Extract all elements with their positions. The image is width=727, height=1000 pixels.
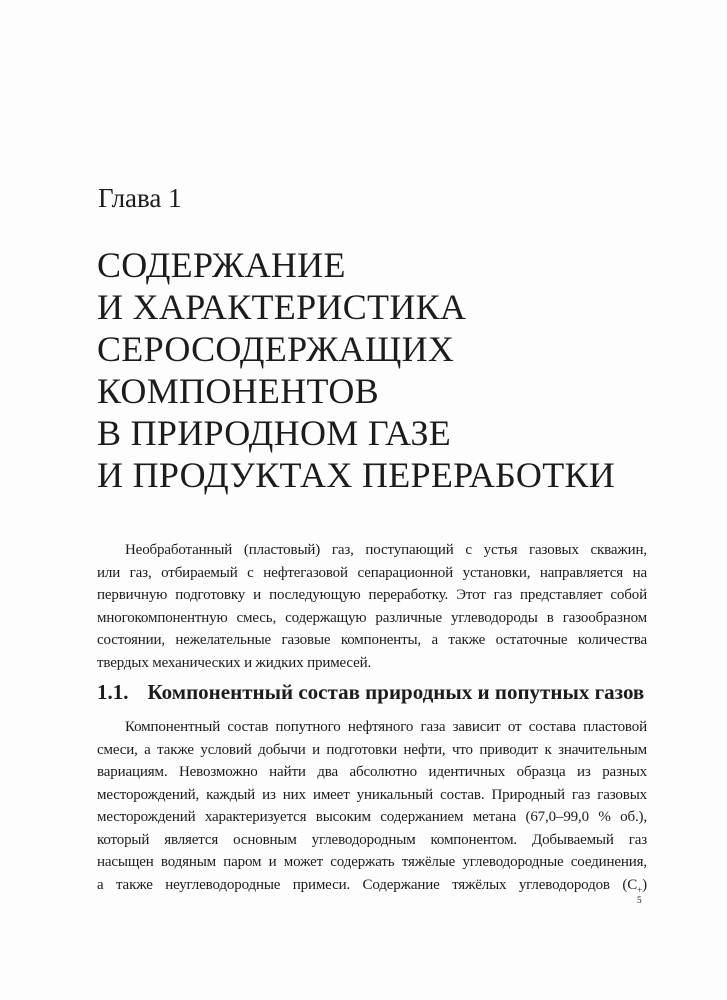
text-line: или газ, отбираемый с нефтегазовой сепарационной установки, направляется на xyxy=(97,564,647,581)
last-line-close-paren: ) xyxy=(642,876,647,893)
formula-subscript: 5 xyxy=(637,895,642,906)
text-line: насыщен водяным паром и может содержать тяжёлые углеводородные соединения, xyxy=(97,854,647,870)
text-line: вариациям. Невозможно найти два абсолютно идентичных образца из разных xyxy=(97,764,647,780)
text-line: КОМПОНЕНТОВ xyxy=(97,371,379,411)
body-paragraph-lines xyxy=(97,716,647,874)
last-line-text: а также неуглеводородные примеси. Содержание тяжёлых углеводородов ( xyxy=(97,876,628,893)
text-line: Необработанный (пластовый) газ, поступающий с устья газовых скважин, xyxy=(125,542,647,558)
intro-paragraph xyxy=(97,539,647,674)
chapter-label: Глава 1 xyxy=(98,183,182,213)
formula-base: C xyxy=(627,876,638,893)
body-paragraph xyxy=(97,716,647,907)
text-line: И ХАРАКТЕРИСТИКА xyxy=(97,287,467,327)
text-line: многокомпонентную смесь, содержащую различные углеводороды в газообразном xyxy=(97,609,647,626)
text-line: который является основным углеводородным компонентом. Добываемый газ xyxy=(97,831,647,848)
text-line: Компонентный состав попутного нефтяного газа зависит от состава пластовой xyxy=(125,719,647,735)
chapter-title xyxy=(97,244,657,496)
body-paragraph-last-line xyxy=(97,874,647,907)
text-line: смеси, а также условий добычи и подготовки нефти, что приводит к значительным xyxy=(97,741,647,758)
section-title: Компонентный состав природных и попутных газов xyxy=(147,680,645,704)
text-line: И ПРОДУКТАХ ПЕРЕРАБОТКИ xyxy=(97,455,616,495)
text-line: первичную подготовку и последующую переработку. Этот газ представляет собой xyxy=(97,587,647,603)
formula-superscript: + xyxy=(637,886,643,897)
text-line: твердых механических и жидких примесей. xyxy=(97,654,372,671)
text-line: месторождений, каждый из них имеет уникальный состав. Природный газ газовых xyxy=(97,786,647,803)
text-line: СОДЕРЖАНИЕ xyxy=(97,245,346,285)
text-line: месторождений характеризуется высоким содержанием метана (67,0–99,0 % об.), xyxy=(97,809,647,825)
text-line: состоянии, нежелательные газовые компоненты, а также остаточные количества xyxy=(97,632,647,648)
section-number: 1.1. xyxy=(97,680,129,704)
text-line: СЕРОСОДЕРЖАЩИХ xyxy=(97,329,455,369)
chemical-formula-c5plus xyxy=(627,876,643,906)
section-heading xyxy=(97,679,649,705)
text-line: В ПРИРОДНОМ ГАЗЕ xyxy=(97,413,452,453)
